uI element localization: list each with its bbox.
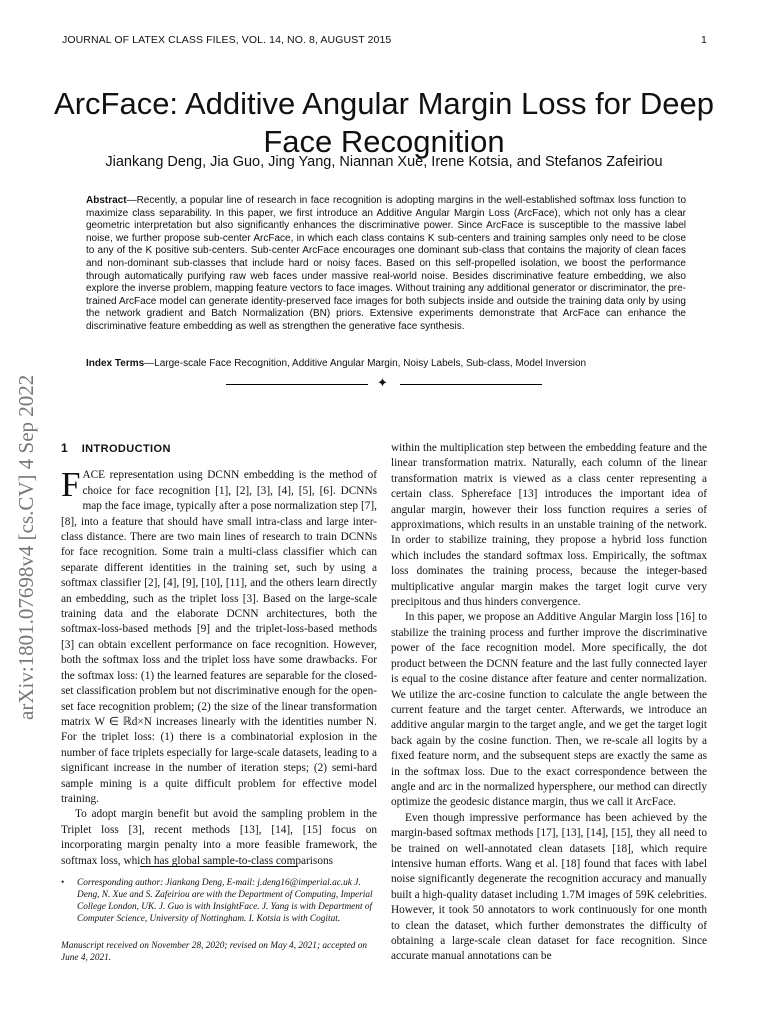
footnote — [61, 877, 377, 925]
right-paragraph-1: within the multiplication step between the embedding feature and the linear transformation matrix. Naturally, each column of the linear transformation matrix is viewed as a class center representing a certain class. Sphereface [13] introduces the important idea of angular margin, however their loss function requires a series of approximations, which results in an unstable training of the network. In order to stabilize training, they propose a hybrid loss function which includes the standard softmax loss. Empirically, the softmax loss dominates the training process, because the integer-based multiplicative angular margin makes the target logit curve very precipitous and thus hinders convergence. — [391, 442, 707, 609]
page-number: 1 — [701, 34, 707, 46]
intro-paragraph-2: To adopt margin benefit but avoid the sampling problem in the Triplet loss [3], recent methods [13], [14], [15] focus on incorporating margin penalty into a more feasible framework, the softmax loss, which has global sample-to-class comparisons — [61, 808, 377, 867]
right-paragraph-3: Even though impressive performance has been achieved by the margin-based softmax methods [17], [13], [14], [15], they all need to be trained on well-annotated clean datasets [18], which require intensive human efforts. Wang et al. [18] found that faces with label noise significantly degenerate the recognition accuracy and manually built a high-quality dataset including 1.7M images of 59K celebrities. However, it took 50 annotators to work continuously for one month to clean the dataset, which further demonstrates the difficulty of obtaining a large-scale clean dataset for face recognition. Since accurate manual annotations can be — [391, 811, 707, 963]
intro-paragraph-1 — [61, 465, 377, 807]
footnote-text: Corresponding author: Jiankang Deng, E-mail: j.deng16@imperial.ac.uk J. Deng, N. Xue and S. Zafeiriou are with the Department of Computing, Imperial College London, UK. J. Guo is with InsightFace. J. Yang is with Department of Computer Science, University of Nottingham. I. Kotsia is with Cogitat. — [77, 878, 373, 924]
dropcap: F — [61, 465, 81, 505]
manuscript-note: Manuscript received on November 28, 2020; revised on May 4, 2021; accepted on June 4, 2021. — [61, 941, 368, 963]
arxiv-stamp: arXiv:1801.07698v4 [cs.CV] 4 Sep 2022 — [14, 374, 38, 720]
right-column — [391, 441, 707, 965]
abstract-text: —Recently, a popular line of research in face recognition is adopting margins in the well-established softmax loss function to maximize class separability. In this paper, we first introduce an Additive Angular Margin Loss (ArcFace), which not only has a clear geometric interpretation but also significantly enhances the discriminative power. Since ArcFace is susceptible to the massive label noise, we further propose sub-center ArcFace, in which each class contains K sub-centers and training samples only need to be close to any of the K positive sub-centers. Sub-center ArcFace encourages one dominant sub-class that contains the majority of clean faces and non-dominant sub-classes that include hard or noisy faces. Based on this self-propelled isolation, we boost the performance through automatically purifying raw web faces under massive real-world noise. Besides discriminative feature embedding, we also explore the inverse problem, mapping feature vectors to face images. Without training any additional generator or discriminator, the pre-trained ArcFace model can generate identity-preserved face images for both subjects inside and outside the training data only by using the network gradient and Batch Normalization (BN) priors. Extensive experiments demonstrate that ArcFace can enhance the discriminative feature embedding as well as strengthen the generative face synthesis. — [86, 195, 686, 332]
left-column — [61, 441, 377, 869]
section-heading — [61, 441, 377, 457]
divider-diamond-icon: ✦ — [377, 375, 388, 390]
running-header: JOURNAL OF LATEX CLASS FILES, VOL. 14, NO. 8, AUGUST 2015 — [62, 34, 392, 46]
right-paragraph-2: In this paper, we propose an Additive Angular Margin loss [16] to stabilize the training process and further improve the discriminative power of the face recognition model. More specifically, the dot product between the DCNN feature and the last fully connected layer is equal to the cosine distance after feature and center normalization. We utilize the arc-cosine function to calculate the angle between the current feature and the target center. Afterwards, we introduce an additive angular margin to the target angle, and we get the target logit back again by the cosine function. Then, we re-scale all logits by a fixed feature norm, and the subsequent steps are exactly the same as in the softmax loss. Due to the exact correspondence between the angle and arc in the normalized hypersphere, our method can directly optimize the geodesic distance margin, thus we call it ArcFace. — [391, 611, 707, 809]
abstract — [86, 195, 686, 334]
footnote-rule — [140, 866, 298, 867]
abstract-label: Abstract — [86, 195, 127, 206]
index-terms-label: Index Terms — [86, 358, 145, 369]
author-list: Jiankang Deng, Jia Guo, Jing Yang, Niannan Xue, Irene Kotsia, and Stefanos Zafeiriou — [105, 154, 663, 170]
footnote-bullet: • — [61, 878, 65, 888]
section-title: INTRODUCTION — [81, 443, 171, 455]
section-number: 1 — [61, 441, 68, 455]
index-terms-text: —Large-scale Face Recognition, Additive Angular Margin, Noisy Labels, Sub-class, Model Inversion — [144, 358, 587, 369]
paper-title: ArcFace: Additive Angular Margin Loss for Deep Face Recognition — [54, 85, 714, 159]
divider-line-left — [226, 384, 368, 385]
index-terms — [86, 358, 686, 369]
divider-line-right — [400, 384, 542, 385]
intro-paragraph-1-text: ACE representation using DCNN embedding is the method of choice for face recognition [1], [2], [3], [4], [5], [6]. DCNNs map the face image, typically after a pose normalization step [7], [8], into a feature that should have small intra-class and large inter-class distance. There are two main lines of research to train DCNNs for face recognition. Some train a multi-class classifier which can separate different identities in the training set, such by using a softmax classifier [2], [4], [9], [10], [11], and the others learn directly an embedding, such as the triplet loss [3]. Based on the large-scale training data and the elaborate DCNN architectures, both the softmax-loss-based methods [9] and the triplet-loss-based methods [3] can obtain excellent performance on face recognition. However, both the softmax loss and the triplet loss have some drawbacks. For the softmax loss: (1) the learned features are separable for the closed-set classification problem but not discriminative enough for the open-set face recognition problem; (2) the size of the linear transformation matrix W ∈ ℝd×N increases linearly with the identities number N. For the triplet loss: (1) there is a combinatorial explosion in the number of face triplets especially for large-scale datasets, leading to a significant increase in the number of iteration steps; (2) semi-hard sample mining is a quite difficult problem for effective model training. — [61, 469, 377, 805]
